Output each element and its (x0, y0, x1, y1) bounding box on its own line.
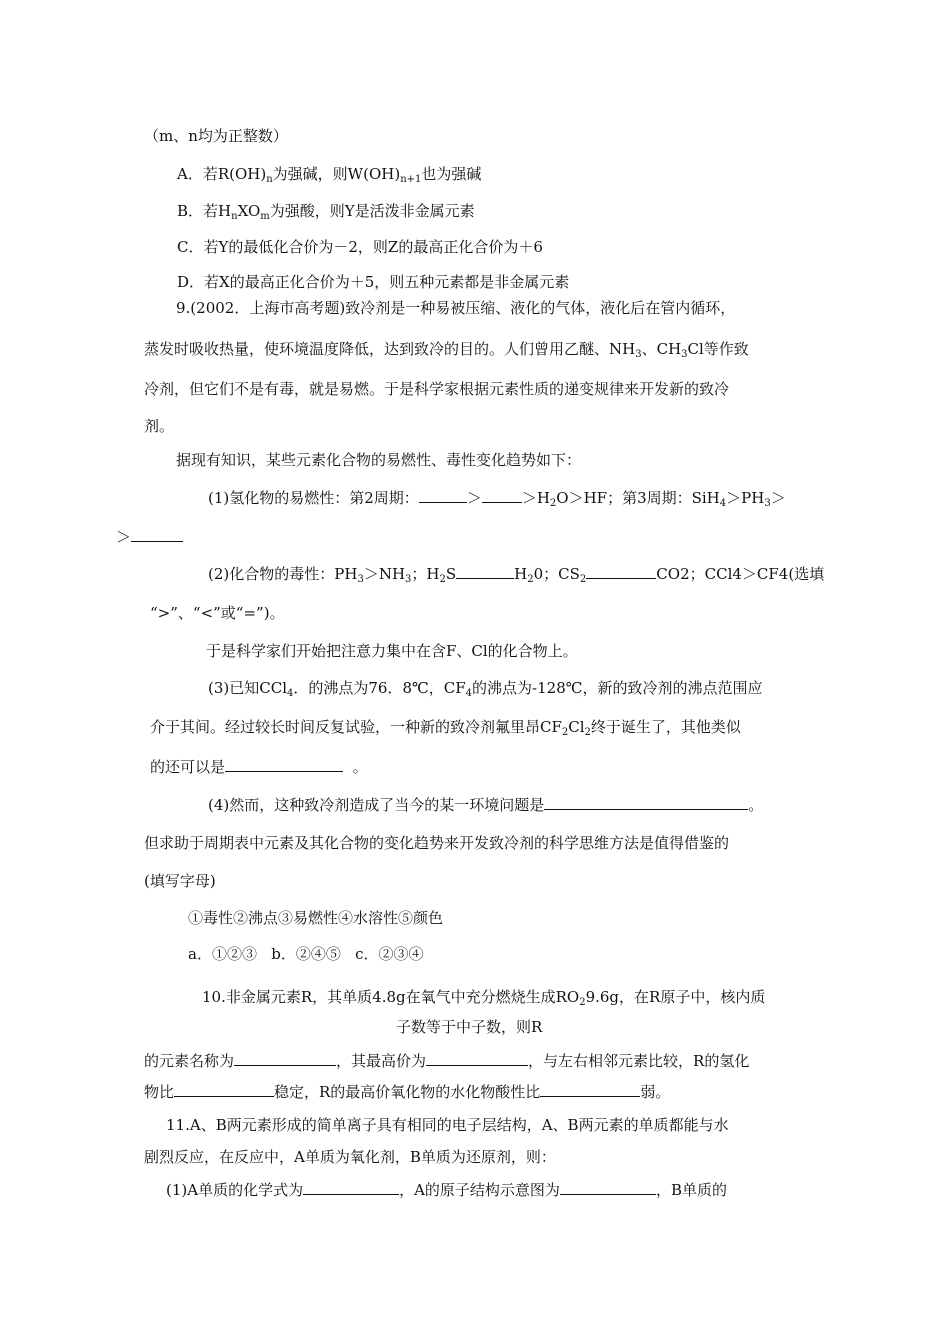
answer-blank[interactable] (560, 1180, 656, 1195)
q9-line-2: 蒸发时吸收热量，使环境温度降低，达到致冷的目的。人们曾用乙醚、$NH_3$、$CH_3Cl$等作致 (144, 340, 749, 360)
q9-line-1: 9.(2002．上海市高考题)致冷剂是一种易被压缩、液化的气体，液化后在管内循环， (176, 299, 736, 317)
q9-line-4: 剂。 (144, 417, 175, 435)
q9-line-3: 冷剂，但它们不是有毒，就是易燃。于是科学家根据元素性质的递变规律来开发新的致冷 (144, 380, 730, 398)
q9-part-1-cont: ＞ (116, 527, 183, 547)
q11-line-2: 剧烈反应，在反应中，A单质为氧化剂，B单质为还原剂，则： (144, 1148, 556, 1166)
answer-blank[interactable] (174, 1082, 274, 1097)
q10-line-3: 的元素名称为 ，其最高价为 ，与左右相邻元素比较，R的氢化 (144, 1052, 750, 1070)
q9-intro: 据现有知识，某些元素化合物的易燃性、毒性变化趋势如下： (176, 451, 582, 469)
q9-part-2: (2)化合物的毒性：$PH_3>NH_3$；$H_2S$ $H_20$；$CS_2$ CO2；CCl4＞CF4(选填 (208, 565, 825, 585)
answer-blank[interactable] (234, 1051, 336, 1066)
q9-part-4-line-2: 但求助于周期表中元素及其化合物的变化趋势来开发致冷剂的科学思维方法是值得借鉴的 (144, 834, 730, 852)
answer-blank[interactable] (544, 795, 748, 810)
q9-part-1: (1)氢化物的易燃性：第2周期： ＞ $>H_2O>HF$；第3周期：$SiH_4>PH_3>$ (208, 489, 786, 509)
answer-blank[interactable] (482, 488, 522, 503)
q9-part-3: (3)已知CCl$_4$．的沸点为76．8℃，$CF_4$的沸点为-128℃，新的致冷剂的沸点范围应 (208, 679, 763, 699)
q9-part-3-line-2: 介于其间。经过较长时间反复试验，一种新的致冷剂氟里昂$CF_2Cl_2$终于诞生了，其他类似 (150, 718, 741, 738)
q9-part-4: (4)然而，这种致冷剂造成了当今的某一环境问题是 。 (208, 796, 764, 814)
q9-focus-note: 于是科学家们开始把注意力集中在含F、Cl的化合物上。 (206, 642, 578, 660)
q8-option-b: B．若$H_nXO_m$为强酸，则Y是活泼非金属元素 (177, 202, 475, 222)
answer-blank[interactable] (586, 564, 656, 579)
q8-option-d: D．若X的最高正化合价为＋5，则五种元素都是非金属元素 (177, 273, 570, 291)
q10-line-4: 物比 稳定，R的最高价氧化物的水化物酸性比 弱。 (144, 1083, 671, 1101)
q9-options-list: ①毒性②沸点③易燃性④水溶性⑤颜色 (188, 909, 444, 927)
q9-choices: a．①②③ b．②④⑤ c．②③④ (188, 945, 424, 963)
q9-part-4-line-3: (填写字母) (144, 872, 216, 890)
answer-blank[interactable] (540, 1082, 640, 1097)
answer-blank[interactable] (225, 757, 343, 772)
answer-blank[interactable] (426, 1051, 528, 1066)
answer-blank[interactable] (303, 1180, 399, 1195)
q8-option-a: A．若$R(OH)_n$为强碱，则$W(OH)_{n+1}$也为强碱 (177, 165, 482, 185)
q9-part-3-line-3: 的还可以是 。 (150, 758, 368, 776)
q8-option-c: C．若Y的最低化合价为－2，则Z的最高正化合价为＋6 (177, 238, 543, 256)
q10-line-2: 子数等于中子数，则R (396, 1018, 543, 1036)
q9-part-2-cont: “>”、“<”或“=”)。 (150, 604, 285, 622)
q11-line-3: (1)A单质的化学式为 ，A的原子结构示意图为 ，B单质的 (166, 1181, 727, 1199)
q11-line-1: 11.A、B两元素形成的简单离子具有相同的电子层结构，A、B两元素的单质都能与水 (166, 1116, 729, 1134)
q8-note: （m、n均为正整数） (144, 127, 288, 145)
answer-blank[interactable] (131, 527, 183, 542)
answer-blank[interactable] (456, 564, 514, 579)
q10-line-1: 10.非金属元素R，其单质4.8g在氧气中充分燃烧生成$RO_29.6g$，在R原子中，核内质 (202, 988, 766, 1008)
answer-blank[interactable] (419, 488, 467, 503)
